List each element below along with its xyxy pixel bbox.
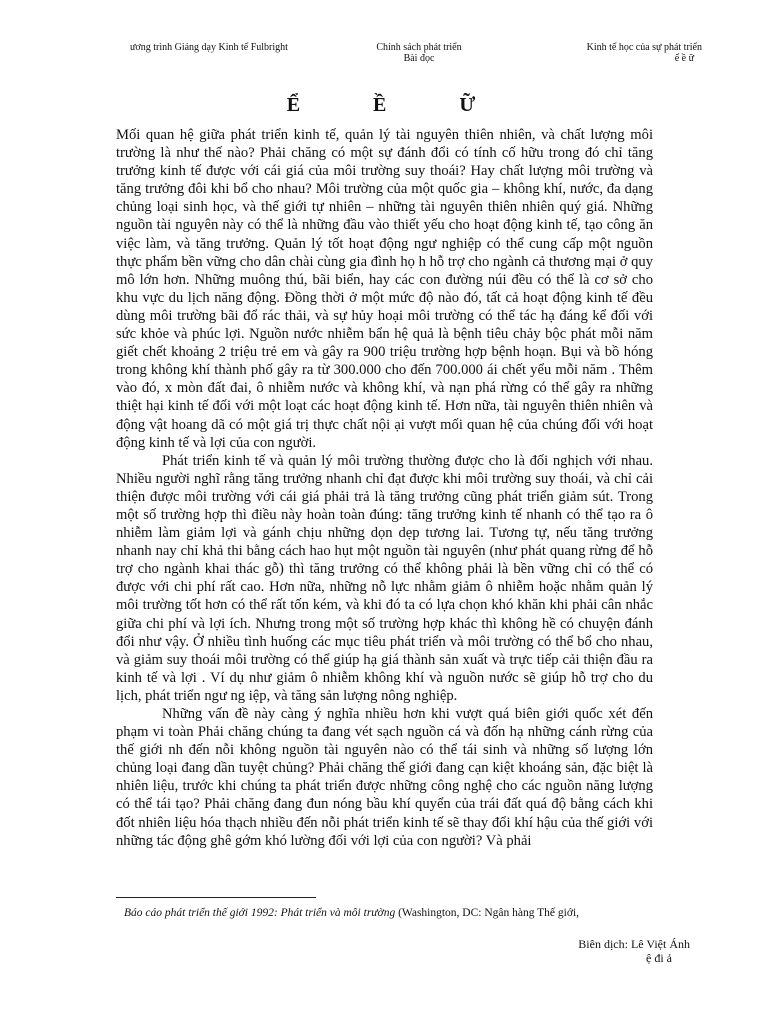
header-course-topic [587, 42, 702, 64]
paragraph-1: Mối quan hệ giữa phát triển kinh tế, quản lý tài nguyên thiên nhiên, và chất lượng môi trường là như thế nào? Phải chăng có một sự đánh đổi có tính cố hữu trong đó chỉ tăng trưởng kinh tế được với cái giá của môi trường suy thoái? Hay chất lượng môi trường và tăng trưởng đôi khi bổ cho nhau? Môi trường của một quốc gia – không khí, nước, đa dạng chủng loại sinh học, và thế giới tự nhiên – những tài nguyên thiên nhiên quý giá. Những nguồn tài nguyên này có thể là những đầu vào thiết yếu cho hoạt động kinh tế, tạo công ăn việc làm, và tăng trưởng. Quản lý tốt hoạt động ngư nghiệp có thể cung cấp một nguồn thực phẩm bền vững cho dân chài cùng gia đình họ h hỗ trợ cho ngành cả thương mại ở quy mô lớn hơn. Những muông thú, bãi biển, hay các con đường núi đều có thể là cơ sở cho khu vực du lịch năng động. Đồng thời ở một mức độ nào đó, tất cả hoạt động kinh tế đều dùng môi trường bãi đổ rác thải, và sự hủy hoại môi trường có thể tác hạ đáng kể đối với sức khỏe và phúc lợi. Nguồn nước nhiễm bẩn hệ quả là bệnh tiêu chảy bộc phát mỗi năm giết chết khoảng 2 triệu trẻ em và gây ra 900 triệu trường hợp bệnh hoạn. Bụi và bồ hóng trong không khí thành phố gây ra từ 300.000 cho đến 700.000 ái chết yểu mỗi năm . Thêm vào đó, x mòn đất đai, ô nhiễm nước và không khí, và nạn phá rừng có thể gây ra những thiệt hại kinh tế đối với một loạt các hoạt động kinh tế. Hơn nữa, tài nguyên thiên nhiên và động vật hoang dã có một giá trị thực chất nội ại vượt mối quan hệ của chúng đối với hoạt động kinh tế và lợi của con người. [116, 127, 653, 451]
header-topic-title: Kinh tế học của sự phát triển [586, 42, 702, 53]
paragraph-2: Phát triển kinh tế và quản lý môi trường thường được cho là đối nghịch với nhau. Nhiều người nghĩ rằng tăng trưởng nhanh chỉ đạt được khi môi trường suy thoái, và chỉ cải thiện được môi trường với cái giá phải trả là tăng trưởng cũng phát triển giảm sút. Trong một số trường hợp thì điều này hoàn toàn đúng: tăng trưởng kinh tế nhanh có thể tạo ra ô nhiễm làm giảm lợi và gánh chịu những dọn dẹp tương lai. Tương tự, nếu tăng trưởng nhanh nay chỉ khả thi bằng cách hao hụt một nguồn tài nguyên (như phát quang rừng để hỗ trợ cho ngành khai thác gỗ) thì tăng trưởng có thể không phải là bền vững chỉ có thể có được với chi phí rất cao. Hơn nữa, những nỗ lực nhằm giảm ô nhiễm hoặc nhằm quản lý môi trường tốt hơn có thể rất tốn kém, và khi đó ta có lựa chọn khó khăn khi phải cân nhắc giữa chi phí và lợi ích. Nhưng trong một số trường hợp khác thì không hề có chuyện đánh đổi như vậy. Ở nhiều tình huống các mục tiêu phát triển và môi trường có thể bổ cho nhau, và giảm suy thoái môi trường có thể giúp hạ giá thành sản xuất và trực tiếp cải thiện đầu ra kinh tế và lợi . Ví dụ như giảm ô nhiễm không khí và nguồn nước sẽ giúp hỗ trợ cho du lịch, phát triển ngư ng iệp, và tăng sản lượng nông nghiệp. [116, 452, 653, 704]
header-topic-subtitle: ể ề ữ [674, 53, 694, 64]
footnote-divider [116, 897, 316, 898]
translator-name: Biên dịch: Lê Việt Ánh [578, 937, 690, 951]
footnote-citation-title: Báo cáo phát triển thế giới 1992: Phát triển và môi trường [124, 907, 396, 919]
header-section [364, 42, 474, 64]
paragraph-3: Những vấn đề này càng ý nghĩa nhiều hơn khi vượt quá biên giới quốc xét đến phạm vi toàn Phải chăng chúng ta đang vét sạch nguồn cá và đốn hạ những cánh rừng của thế giới nh đến nỗi không nguồn tài nguyên nào có thể tái sinh và những số lượng lớn chủng loại đang dần tuyệt chủng? Phải chăng thế giới đang cạn kiệt khoáng sản, đặc biệt là nhiên liệu, trước khi chúng ta phát triển được những công nghệ cho các nguồn năng lượng có thể tái tạo? Phải chăng đang đun nóng bầu khí quyển của trái đất quá độ bằng cách khi đốt nhiên liệu hóa thạch nhiều đến nỗi phát triển kinh tế sẽ thay đổi khí hậu của thế giới với những tác động ghê gớm khó lường đối với lợi của con người? Và phải [116, 706, 653, 849]
header-section-title: Chính sách phát triển [376, 42, 462, 53]
footnote [124, 906, 684, 920]
footnote-citation-publisher: (Washington, DC: Ngân hàng Thế giới, [395, 907, 580, 919]
document-body [116, 126, 653, 850]
translator-note: ệ đi ả [646, 951, 672, 965]
translator-credit [578, 937, 690, 965]
page-title: Ể Ề Ữ [286, 94, 510, 116]
header-section-subtitle: Bài đọc [403, 53, 435, 64]
header-course-name: ương trình Giảng dạy Kinh tế Fulbright [130, 42, 288, 53]
